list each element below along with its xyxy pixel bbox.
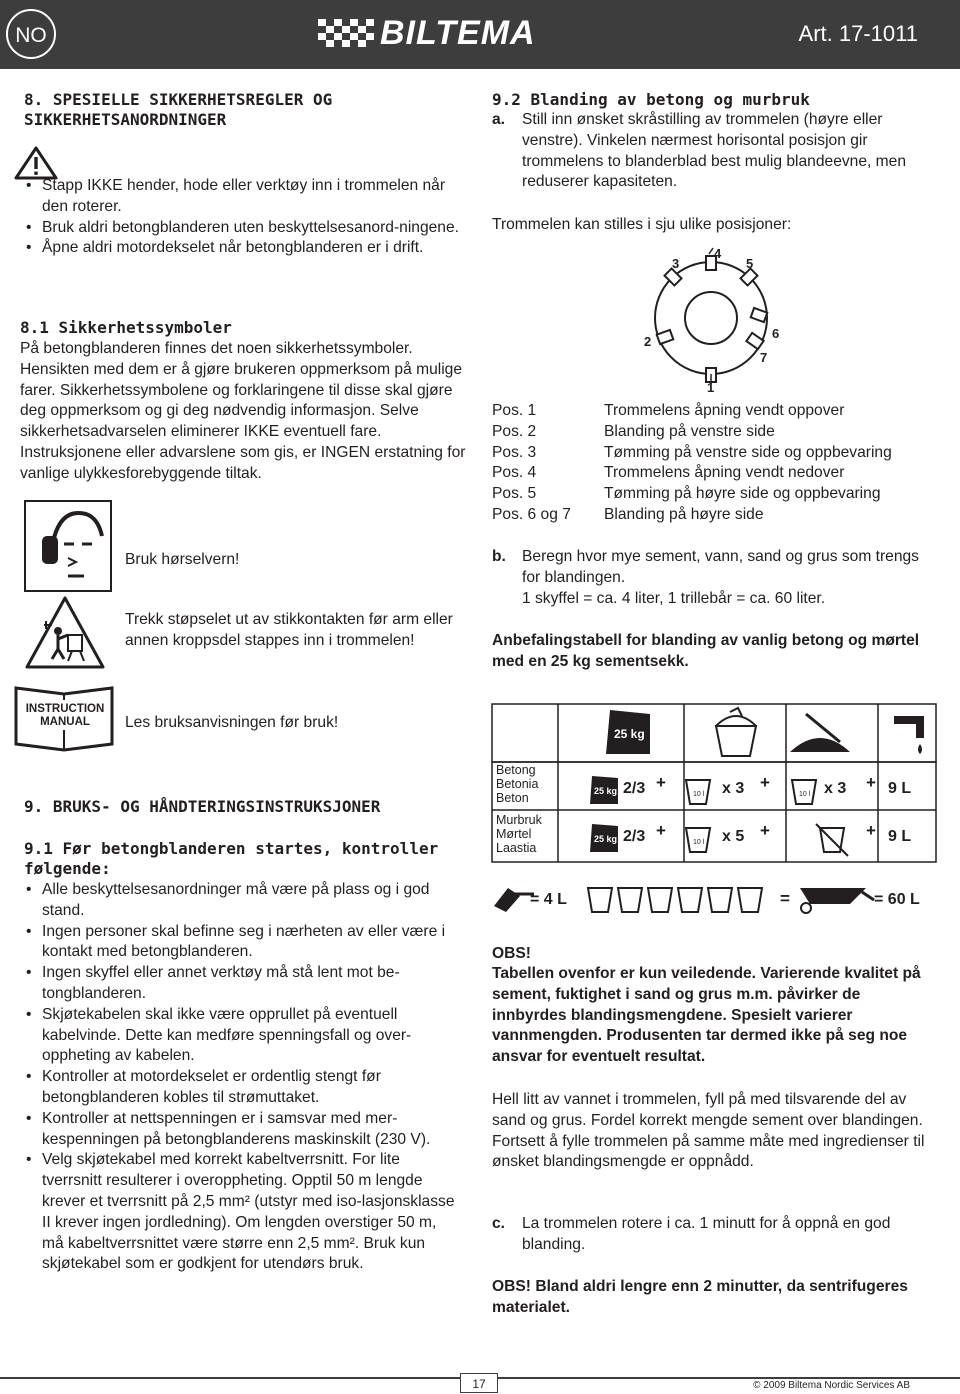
unplug-warning-icon bbox=[24, 595, 106, 671]
plus-sign: + bbox=[760, 773, 770, 792]
manual-label-line2: MANUAL bbox=[40, 716, 90, 728]
row2-water-total: 9 L bbox=[888, 828, 912, 845]
plus-sign: + bbox=[866, 773, 876, 792]
page-header bbox=[0, 0, 960, 69]
row1-multiplier-2: x 3 bbox=[824, 780, 847, 797]
position-label: Pos. 4 bbox=[492, 464, 537, 482]
diagram-label-7: 7 bbox=[760, 350, 768, 365]
list-item: • Kontroller at nettspenningen er i samsvar med mer-kespenningen på betongblanderens maskinskilt (230 V). bbox=[24, 1109, 462, 1151]
row1-name-3: Beton bbox=[496, 791, 529, 805]
diagram-label-2: 2 bbox=[644, 334, 652, 349]
position-label: Pos. 5 bbox=[492, 485, 537, 503]
recommendation-heading: Anbefalingstabell for blanding av vanlig betong og mørtel med en 25 kg sementsekk. bbox=[492, 632, 920, 670]
position-label: Pos. 3 bbox=[492, 443, 537, 461]
bag-weight-label: 25 kg bbox=[614, 727, 645, 741]
plus-sign: + bbox=[656, 821, 666, 840]
drum-positions-diagram bbox=[640, 246, 790, 394]
instruction-manual-label bbox=[20, 703, 110, 729]
section-8-title bbox=[24, 90, 480, 130]
list-item: • Skjøtekabelen skal ikke være opprullet på eventuell kabelvinde. Dette kan medføre spenningsfall og over-oppheting av kabelen. bbox=[24, 1005, 462, 1067]
obs-1-title: OBS! bbox=[492, 945, 531, 962]
row2-name-2: Mørtel bbox=[496, 827, 532, 841]
row1-fraction: 2/3 bbox=[623, 780, 646, 797]
item-b-label: b. bbox=[492, 548, 506, 565]
section-8-title-line1: 8. SPESIELLE SIKKERHETSREGLER OG bbox=[24, 90, 333, 109]
copyright: © 2009 Biltema Nordic Services AB bbox=[753, 1380, 910, 1391]
item-c-text: La trommelen rotere i ca. 1 minutt for å oppnå en god blanding. bbox=[522, 1215, 891, 1253]
position-desc: Trommelens åpning vendt nedover bbox=[604, 464, 845, 482]
read-manual-text: Les bruksanvisningen før bruk! bbox=[125, 714, 339, 731]
bag-weight-label: 25 kg bbox=[594, 834, 618, 844]
diagram-label-3: 3 bbox=[672, 256, 680, 271]
filling-instructions: Hell litt av vannet i trommelen, fyll på med tilsvarende del av sand og grus. Fordel korrekt mengde sement over blandingen. Fortsett å fylle trommelen på samme måte med ingredienser til ønsket blandingsmengde er oppnådd. bbox=[492, 1091, 925, 1171]
equals-sign: = bbox=[780, 889, 790, 908]
section-8-title-line2: SIKKERHETSANORDNINGER bbox=[24, 110, 227, 129]
section-9-title: 9. BRUKS- OG HÅNDTERINGSINSTRUKSJONER bbox=[24, 797, 381, 816]
table-row bbox=[492, 422, 942, 443]
page-number: 17 bbox=[460, 1373, 498, 1393]
table-row bbox=[492, 505, 942, 526]
position-label: Pos. 6 og 7 bbox=[492, 505, 571, 523]
row1-name-1: Betong bbox=[496, 763, 536, 777]
water-tap-icon bbox=[894, 716, 924, 754]
no-gravel-icon bbox=[816, 824, 848, 856]
section-8-1 bbox=[20, 318, 480, 485]
item-a-text: Still inn ønsket skråstilling av trommelen (høyre eller venstre). Vinkelen nærmest horisontal posisjon gir trommelens to blanderblad best mulig blandeevne, men reduserer kapasiteten. bbox=[522, 111, 907, 191]
plus-sign: + bbox=[656, 773, 666, 792]
item-b-conversion: 1 skyffel = ca. 4 liter, 1 trillebår = ca. 60 liter. bbox=[522, 589, 826, 607]
list-item: • Bruk aldri betongblanderen uten beskyttelsesanord-ningene. bbox=[24, 218, 474, 239]
diagram-label-6: 6 bbox=[772, 326, 780, 341]
table-row bbox=[492, 443, 942, 464]
shovel-icon bbox=[494, 888, 534, 912]
six-buckets-icon bbox=[588, 888, 762, 912]
sand-shovel-icon bbox=[790, 714, 850, 752]
position-desc: Tømming på venstre side og oppbevaring bbox=[604, 443, 892, 461]
table-row bbox=[492, 484, 942, 505]
item-b bbox=[492, 547, 932, 609]
table-row bbox=[492, 401, 942, 422]
plus-sign: + bbox=[866, 821, 876, 840]
item-b-text: Beregn hvor mye sement, vann, sand og grus som trengs for blandingen. bbox=[522, 548, 919, 586]
positions-table bbox=[492, 401, 942, 526]
list-item: • Ingen skyffel eller annet verktøy må stå lent mot be-tongblanderen. bbox=[24, 963, 462, 1005]
row1-water-total: 9 L bbox=[888, 780, 912, 797]
plus-sign: + bbox=[760, 821, 770, 840]
row2-name-3: Laastia bbox=[496, 841, 537, 855]
hearing-protection-icon bbox=[24, 500, 112, 592]
section-8-1-title: 8.1 Sikkerhetssymboler bbox=[20, 318, 232, 337]
section-9-1-title: 9.1 Før betongblanderen startes, kontroller følgende: bbox=[24, 839, 439, 878]
row1-name-2: Betonia bbox=[496, 777, 539, 791]
list-item: • Alle beskyttelsesanordninger må være på plass og i god stand. bbox=[24, 880, 462, 922]
row2-multiplier: x 5 bbox=[722, 828, 745, 845]
item-c bbox=[492, 1214, 932, 1256]
checkered-flag-icon bbox=[318, 15, 378, 51]
position-desc: Tømming på høyre side og oppbevaring bbox=[604, 485, 881, 503]
warning-triangle-icon bbox=[14, 146, 58, 180]
hearing-protection-text: Bruk hørselvern! bbox=[125, 551, 240, 568]
section-8-1-text: På betongblanderen finnes det noen sikkerhetssymboler. Hensikten med dem er å gjøre brukeren oppmerksom på mulige farer. Sikkerhetssymbolene og forklaringene til disse skal gjøre deg oppmerksom og gi deg nødvendig informasjon. Selve sikkerhetsadvarselen eliminerer IKKE eventuell fare. Instruksjonene eller advarslene som gis, er INGEN erstatning for vanlige ulykkesforebyggende tiltak. bbox=[20, 340, 466, 482]
position-desc: Blanding på høyre side bbox=[604, 505, 764, 523]
diagram-label-5: 5 bbox=[746, 256, 754, 271]
manual-label-line1: INSTRUCTION bbox=[25, 703, 105, 715]
bucket-volume-label: 10 l bbox=[799, 791, 811, 798]
brand-logo bbox=[318, 15, 602, 51]
position-desc: Trommelens åpning vendt oppover bbox=[604, 402, 845, 419]
mixing-table bbox=[490, 702, 940, 922]
diagram-label-1: 1 bbox=[707, 380, 715, 394]
diagram-label-4: 4 bbox=[714, 246, 722, 261]
shovel-equivalent: = 4 L bbox=[530, 891, 567, 908]
list-item: • Åpne aldri motordekselet når betongblanderen er i drift. bbox=[24, 238, 442, 259]
list-item: • Velg skjøtekabel med korrekt kabeltverrsnitt. For lite tverrsnitt resulterer i overoppheting. Opptil 50 m lengde krever et tverrsnitt på 2,5 mm² (utstyr med iso-lasjonsklasse II krever ingen jordledning). Om lengden overstiger 50 m, må kabeltverrsnittet være større enn 2,5 mm². Bruk kun skjøtekabel som er godkjent for utendørs bruk. bbox=[24, 1150, 462, 1275]
section-8-bullet-list bbox=[24, 176, 474, 259]
cement-bag-icon bbox=[606, 710, 650, 754]
bucket-volume-label: 10 l bbox=[693, 839, 705, 846]
list-item: • Ingen personer skal befinne seg i nærheten av eller være i kontakt med betongblanderen. bbox=[24, 922, 462, 964]
list-item: • Kontroller at motordekselet er ordentlig stengt før betongblanderen kobles til strømuttaket. bbox=[24, 1067, 462, 1109]
water-bucket-icon bbox=[716, 708, 756, 756]
obs-2-warning: OBS! Bland aldri lengre enn 2 minutter, da sentrifugeres materialet. bbox=[492, 1278, 908, 1316]
article-number: Art. 17-1011 bbox=[798, 21, 918, 46]
row2-name-1: Murbruk bbox=[496, 813, 542, 827]
table-row bbox=[492, 463, 942, 484]
row2-fraction: 2/3 bbox=[623, 828, 646, 845]
position-label: Pos. 1 bbox=[492, 402, 537, 419]
language-badge: NO bbox=[6, 9, 56, 59]
unplug-warning-text: Trekk støpselet ut av stikkontakten før arm eller annen kroppsdel stappes inn i trommelen! bbox=[125, 611, 453, 649]
list-item: • Stapp IKKE hender, hode eller verktøy inn i trommelen når den roterer. bbox=[24, 176, 474, 218]
item-c-label: c. bbox=[492, 1215, 506, 1232]
bucket-volume-label: 10 l bbox=[693, 791, 705, 798]
positions-intro: Trommelen kan stilles i sju ulike posisjoner: bbox=[492, 216, 792, 233]
obs-1-text: Tabellen ovenfor er kun veiledende. Varierende kvalitet på sement, fuktighet i sand og grus m.m. påvirker de innbyrdes blandingsmengdene. Spesielt varierer vannmengden. Produsenten tar dermed ikke på seg noe ansvar for eventuelt resultat. bbox=[492, 965, 921, 1066]
position-label: Pos. 2 bbox=[492, 422, 537, 440]
row1-multiplier-1: x 3 bbox=[722, 780, 745, 797]
bag-weight-label: 25 kg bbox=[594, 786, 618, 796]
section-9-1-bullet-list bbox=[24, 880, 476, 1275]
left-column bbox=[24, 90, 480, 130]
brand-name: BILTEMA bbox=[380, 14, 536, 52]
position-desc: Blanding på venstre side bbox=[604, 422, 775, 440]
item-a-label: a. bbox=[492, 111, 506, 128]
section-9-2-title: 9.2 Blanding av betong og murbruk bbox=[492, 90, 810, 109]
item-a bbox=[492, 110, 932, 193]
wheelbarrow-equivalent: = 60 L bbox=[874, 891, 920, 908]
wheelbarrow-icon bbox=[800, 888, 874, 913]
